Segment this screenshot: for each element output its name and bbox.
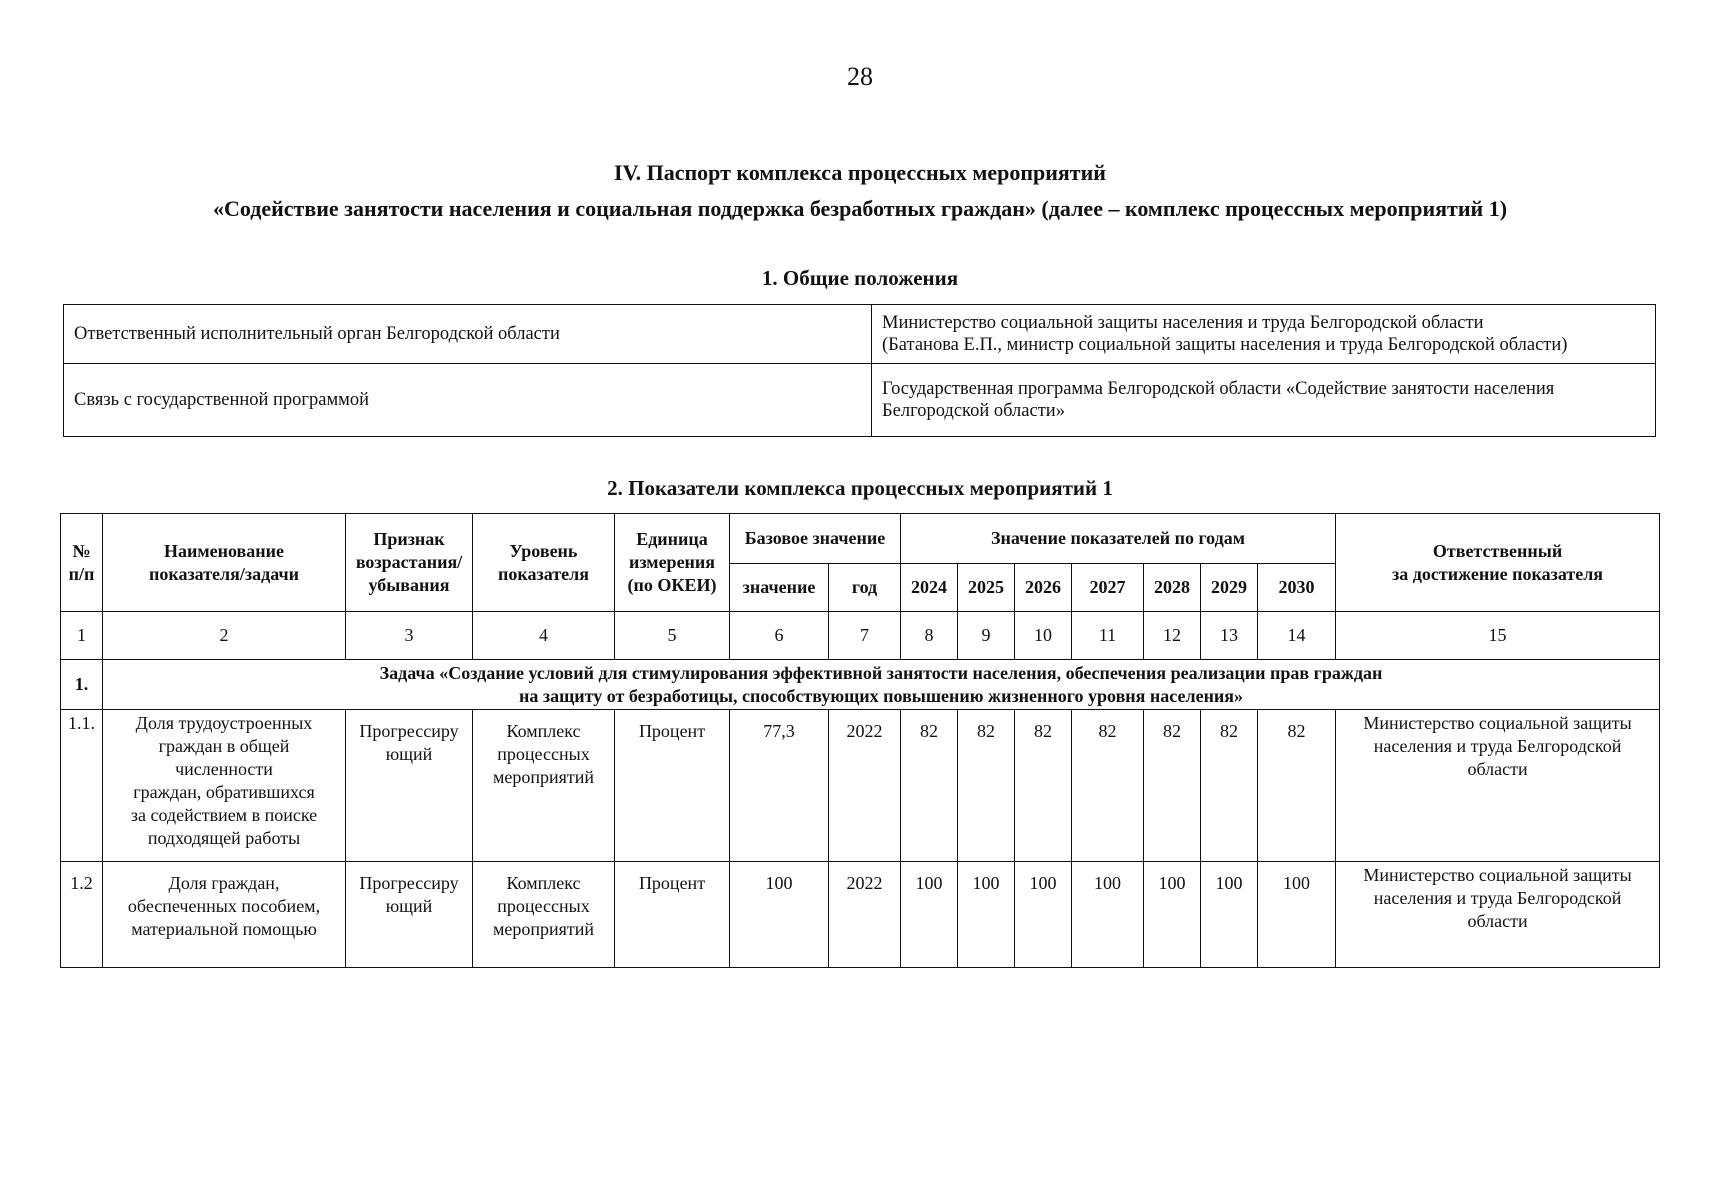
header-year: 2028 (1144, 564, 1201, 612)
general-value (872, 364, 1656, 437)
header-year: 2030 (1258, 564, 1336, 612)
responsible (1336, 862, 1660, 968)
general-provisions-table (63, 304, 1656, 437)
year-value: 100 (1144, 862, 1201, 968)
header-line: Признак (373, 529, 445, 549)
cell-line: мероприятий (492, 919, 595, 939)
cell-line: за содействием в поиске (130, 805, 318, 825)
general-value-line: Государственная программа Белгородской области «Содействие занятости населения (882, 379, 1555, 399)
cell-line: обеспеченных пособием, (127, 896, 321, 916)
year-value: 82 (1015, 710, 1072, 862)
year-value: 100 (1072, 862, 1144, 968)
year-value: 100 (901, 862, 958, 968)
section-indicators-title: 2. Показатели комплекса процессных мероприятий 1 (607, 476, 1113, 500)
header-base-year: год (829, 564, 901, 612)
cell-line: материальной помощью (131, 919, 317, 939)
table-row (61, 862, 1660, 968)
task-text-line: Задача «Создание условий для стимулирования эффективной занятости населения, обеспечения реализации прав граждан (379, 663, 1383, 683)
page-number: 28 (847, 62, 873, 91)
general-label: Ответственный исполнительный орган Белгородской области (64, 305, 872, 364)
row-number: 1.2 (61, 862, 103, 968)
column-number: 5 (615, 612, 730, 660)
cell-line: граждан, обратившихся (133, 782, 315, 802)
general-value-line: Белгородской области» (882, 401, 1065, 421)
column-number: 2 (103, 612, 346, 660)
cell-line: Доля трудоустроенных (135, 713, 313, 733)
year-value: 82 (901, 710, 958, 862)
header-year: 2024 (901, 564, 958, 612)
column-number: 6 (730, 612, 829, 660)
cell-line: Прогрессиру (359, 873, 459, 893)
year-value: 82 (1144, 710, 1201, 862)
responsible (1336, 710, 1660, 862)
document-subtitle: «Содействие занятости населения и социальная поддержка безработных граждан» (далее – комплекс процессных мероприятий 1) (212, 196, 1508, 221)
header-line: показателя (498, 563, 589, 584)
year-value: 100 (1015, 862, 1072, 968)
header-year: 2026 (1015, 564, 1072, 612)
header-line: Наименование (164, 540, 284, 561)
header-line: показателя/задачи (148, 563, 300, 584)
year-value: 100 (958, 862, 1015, 968)
cell-line: граждан в общей (158, 736, 290, 756)
column-number-row (61, 612, 1660, 660)
cell-line: процессных (497, 744, 590, 764)
indicator-level (473, 710, 615, 862)
header-line: Единица (636, 529, 708, 549)
general-value-line: Министерство социальной защиты населения и труда Белгородской области (882, 313, 1484, 333)
column-number: 14 (1258, 612, 1336, 660)
column-number: 7 (829, 612, 901, 660)
base-year: 2022 (829, 862, 901, 968)
section-general-title: 1. Общие положения (761, 266, 959, 290)
header-year: 2029 (1201, 564, 1258, 612)
general-value (872, 305, 1656, 364)
header-line: Уровень (509, 540, 578, 561)
column-number: 4 (473, 612, 615, 660)
task-row (61, 660, 1660, 710)
document-title: IV. Паспорт комплекса процессных мероприятий (614, 160, 1106, 185)
year-value: 100 (1201, 862, 1258, 968)
cell-line: области (1467, 911, 1528, 931)
cell-line: Министерство социальной защиты (1363, 865, 1632, 885)
column-number: 12 (1144, 612, 1201, 660)
task-text-line: на защиту от безработицы, способствующих повышению жизненного уровня населения» (519, 686, 1244, 706)
header-line: (по ОКЕИ) (627, 575, 717, 595)
general-label: Связь с государственной программой (64, 364, 872, 437)
cell-line: ющий (385, 896, 433, 916)
cell-line: Комплекс (506, 721, 581, 741)
column-number: 1 (61, 612, 103, 660)
header-row (61, 514, 1660, 564)
indicator-level (473, 862, 615, 968)
task-number: 1. (61, 660, 103, 710)
column-number: 9 (958, 612, 1015, 660)
cell-line: Комплекс (506, 873, 581, 893)
year-value: 100 (1258, 862, 1336, 968)
header-base: Базовое значение (730, 514, 901, 564)
header-level (473, 514, 615, 612)
row-number: 1.1. (61, 710, 103, 862)
base-value: 77,3 (730, 710, 829, 862)
cell-line: населения и труда Белгородской (1373, 888, 1622, 908)
column-number: 10 (1015, 612, 1072, 660)
indicator-unit: Процент (615, 710, 730, 862)
header-responsible (1336, 514, 1660, 612)
indicators-table (60, 513, 1660, 968)
header-sign (346, 514, 473, 612)
year-value: 82 (1072, 710, 1144, 862)
indicator-unit: Процент (615, 862, 730, 968)
header-line: п/п (68, 563, 95, 584)
header-line: за достижение показателя (1392, 563, 1604, 584)
cell-line: ющий (385, 744, 433, 764)
table-row (64, 305, 1656, 364)
cell-line: области (1467, 759, 1528, 779)
base-year: 2022 (829, 710, 901, 862)
year-value: 82 (1258, 710, 1336, 862)
column-number: 8 (901, 612, 958, 660)
task-text (103, 660, 1660, 710)
header-line: Ответственный (1432, 540, 1563, 561)
header-by-years: Значение показателей по годам (901, 514, 1336, 564)
header-year: 2025 (958, 564, 1015, 612)
header-base-value: значение (730, 564, 829, 612)
header-unit (615, 514, 730, 612)
table-row (64, 364, 1656, 437)
header-line: № (72, 540, 91, 561)
column-number: 11 (1072, 612, 1144, 660)
header-name (103, 514, 346, 612)
indicator-sign (346, 710, 473, 862)
table-row (61, 710, 1660, 862)
column-number: 13 (1201, 612, 1258, 660)
base-value: 100 (730, 862, 829, 968)
cell-line: Доля граждан, (168, 873, 280, 893)
column-number: 15 (1336, 612, 1660, 660)
cell-line: численности (175, 759, 273, 779)
cell-line: процессных (497, 896, 590, 916)
year-value: 82 (958, 710, 1015, 862)
header-line: измерения (628, 552, 716, 572)
cell-line: мероприятий (492, 767, 595, 787)
cell-line: Министерство социальной защиты (1363, 713, 1632, 733)
header-num (61, 514, 103, 612)
cell-line: подходящей работы (147, 828, 301, 848)
header-year: 2027 (1072, 564, 1144, 612)
header-line: убывания (368, 575, 450, 595)
indicator-sign (346, 862, 473, 968)
column-number: 3 (346, 612, 473, 660)
year-value: 82 (1201, 710, 1258, 862)
cell-line: Прогрессиру (359, 721, 459, 741)
indicator-name (103, 862, 346, 968)
cell-line: населения и труда Белгородской (1373, 736, 1622, 756)
header-line: возрастания/ (355, 552, 463, 572)
indicator-name (103, 710, 346, 862)
general-value-line: (Батанова Е.П., министр социальной защиты населения и труда Белгородской области) (882, 335, 1568, 355)
